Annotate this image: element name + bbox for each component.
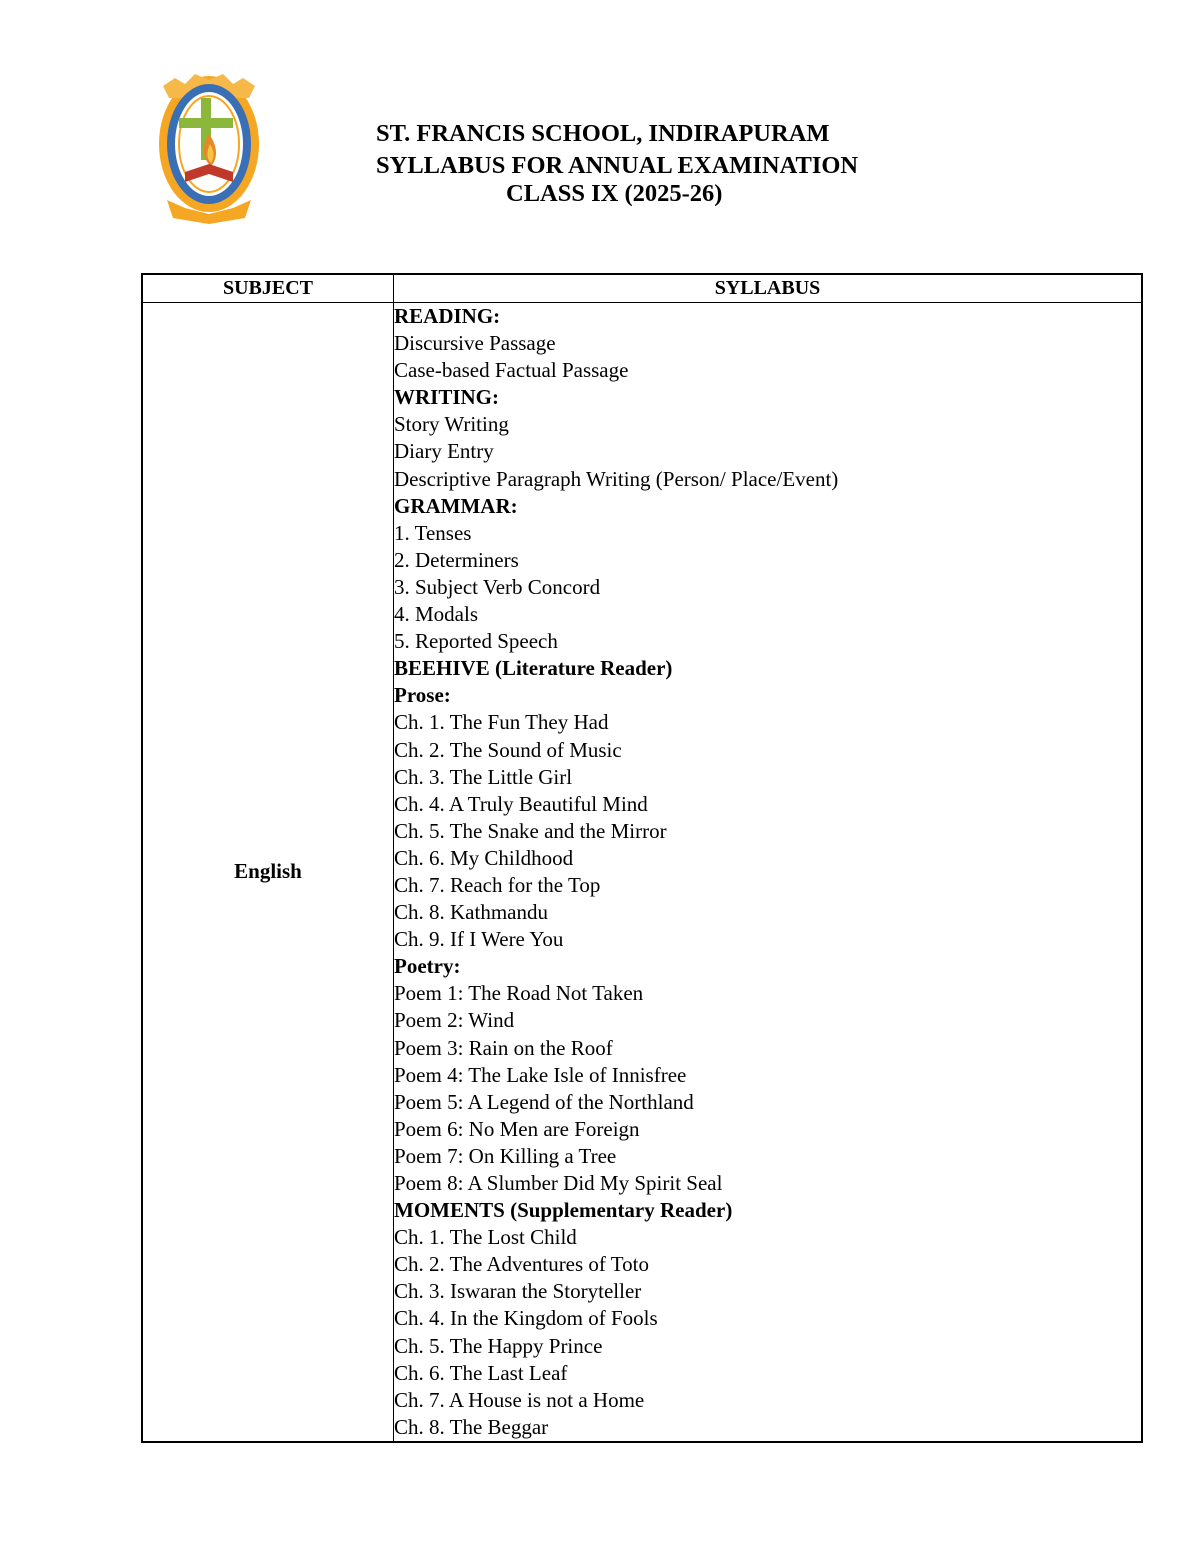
subject-column-header: SUBJECT <box>142 274 394 303</box>
school-name: ST. FRANCIS SCHOOL, INDIRAPURAM <box>376 120 830 147</box>
syllabus-item: Ch. 7. Reach for the Top <box>394 872 601 897</box>
syllabus-item: Diary Entry <box>394 439 494 464</box>
syllabus-item: Ch. 9. If I Were You <box>394 927 564 952</box>
syllabus-item: Poem 6: No Men are Foreign <box>394 1116 640 1141</box>
syllabus-item: Ch. 4. A Truly Beautiful Mind <box>394 791 648 816</box>
section-heading: Poetry: <box>394 954 461 979</box>
syllabus-item: Ch. 2. The Adventures of Toto <box>394 1252 649 1277</box>
syllabus-item: Poem 3: Rain on the Roof <box>394 1035 613 1060</box>
subject-cell: English <box>142 303 394 1442</box>
syllabus-item: Ch. 5. The Happy Prince <box>394 1333 603 1358</box>
syllabus-item: 3. Subject Verb Concord <box>394 574 601 599</box>
section-heading: Prose: <box>394 683 451 708</box>
syllabus-item: Ch. 4. In the Kingdom of Fools <box>394 1306 658 1331</box>
section-heading: BEEHIVE (Literature Reader) <box>394 656 673 681</box>
syllabus-item: Poem 5: A Legend of the Northland <box>394 1089 694 1114</box>
syllabus-item: Ch. 6. The Last Leaf <box>394 1360 568 1385</box>
syllabus-item: Ch. 5. The Snake and the Mirror <box>394 818 667 843</box>
syllabus-item: Ch. 7. A House is not a Home <box>394 1387 645 1412</box>
syllabus-item: Descriptive Paragraph Writing (Person/ Place/Event) <box>394 466 839 491</box>
syllabus-item: Ch. 6. My Childhood <box>394 845 574 870</box>
syllabus-item: Ch. 2. The Sound of Music <box>394 737 622 762</box>
syllabus-item: Ch. 1. The Lost Child <box>394 1225 577 1250</box>
syllabus-item: Ch. 3. Iswaran the Storyteller <box>394 1279 642 1304</box>
syllabus-item: Poem 7: On Killing a Tree <box>394 1143 617 1168</box>
syllabus-item: Poem 1: The Road Not Taken <box>394 981 644 1006</box>
syllabus-item: Poem 8: A Slumber Did My Spirit Seal <box>394 1171 723 1195</box>
exam-title: SYLLABUS FOR ANNUAL EXAMINATION <box>376 152 859 179</box>
syllabus-item: Poem 4: The Lake Isle of Innisfree <box>394 1062 687 1087</box>
syllabus-table <box>141 273 1143 1443</box>
section-heading: READING: <box>394 304 501 328</box>
school-crest-icon <box>155 68 263 224</box>
syllabus-item: 4. Modals <box>394 602 478 627</box>
syllabus-item: Ch. 8. The Beggar <box>394 1414 549 1439</box>
section-heading: MOMENTS (Supplementary Reader) <box>394 1198 733 1223</box>
class-line: CLASS IX (2025-26) <box>506 180 723 207</box>
syllabus-item: Case-based Factual Passage <box>394 358 629 383</box>
syllabus-column-header: SYLLABUS <box>394 274 1143 303</box>
syllabus-item: Poem 2: Wind <box>394 1008 515 1033</box>
syllabus-item-list <box>394 303 1141 1441</box>
crest-cross-horizontal <box>179 118 233 128</box>
syllabus-item: Ch. 3. The Little Girl <box>394 764 573 789</box>
syllabus-item: 5. Reported Speech <box>394 629 558 654</box>
syllabus-item: Discursive Passage <box>394 331 556 356</box>
syllabus-item: 2. Determiners <box>394 547 519 572</box>
school-crest-logo <box>155 68 263 224</box>
section-heading: WRITING: <box>394 385 500 410</box>
section-heading: GRAMMAR: <box>394 493 518 518</box>
table-row <box>142 303 1142 1442</box>
syllabus-cell <box>394 303 1143 1442</box>
syllabus-item: Ch. 1. The Fun They Had <box>394 710 609 735</box>
syllabus-item: 1. Tenses <box>394 520 472 545</box>
syllabus-item: Story Writing <box>394 412 509 437</box>
syllabus-item: Ch. 8. Kathmandu <box>394 900 548 925</box>
table-header-row <box>142 274 1142 303</box>
